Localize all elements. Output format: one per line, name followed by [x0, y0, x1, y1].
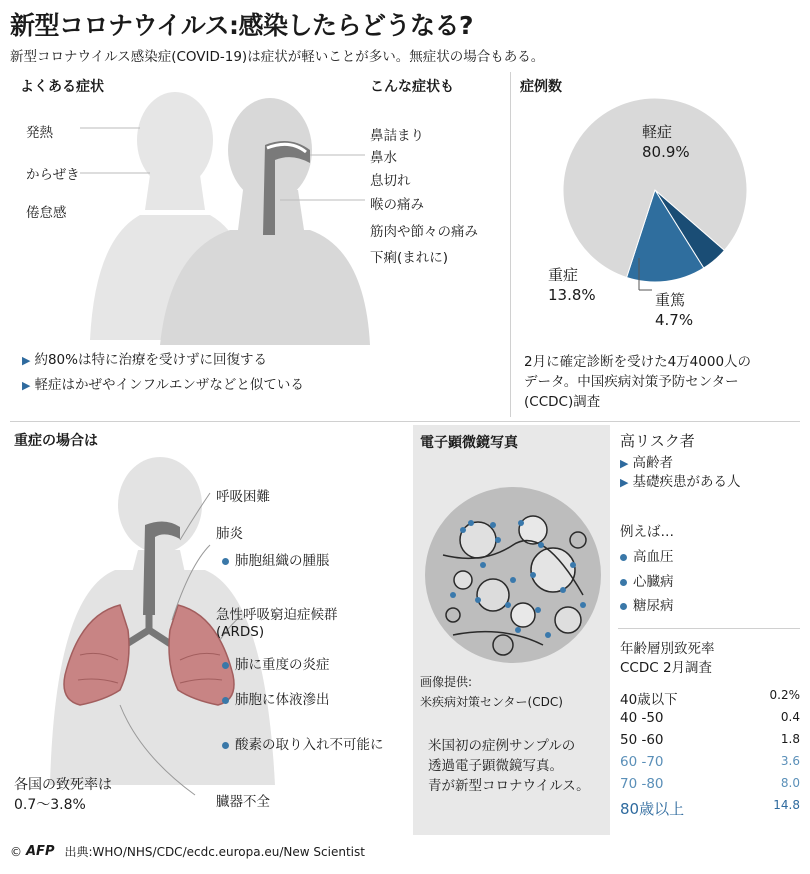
table-row: 70 -80 8.0	[620, 776, 800, 792]
footer	[10, 843, 365, 860]
label-organ-failure: 臓器不全	[216, 794, 270, 810]
ards-detail: 酸素の取り入れ不可能に	[222, 733, 384, 753]
ards-detail: 肺胞に体液滲出	[222, 688, 330, 708]
label-ards-abbr: (ARDS)	[216, 624, 265, 640]
pneumonia-detail: 肺胞組織の腫脹	[222, 549, 330, 569]
slice-label-severe: 重症 13.8%	[548, 266, 596, 304]
example-item: 心臓病	[620, 570, 674, 590]
bullet-dot-icon	[222, 558, 229, 565]
divider	[618, 628, 800, 629]
symptom-sore-throat: 喉の痛み	[370, 197, 424, 213]
page-subtitle: 新型コロナウイルス感染症(COVID-19)は症状が軽いことが多い。無症状の場合もある。	[10, 49, 545, 65]
slice-label-mild: 軽症 80.9%	[642, 123, 690, 161]
slice-label-critical: 重篤 4.7%	[655, 291, 694, 329]
bullet-dot-icon	[620, 603, 627, 610]
severe-cases-heading: 重症の場合は	[14, 433, 98, 449]
symptom-diarrhea: 下痢(まれに)	[370, 250, 449, 266]
arrow-bullet-icon: ▶	[620, 476, 629, 489]
bullet-dot-icon	[222, 697, 229, 704]
micrograph-caption: 米国初の症例サンプルの 透過電子顕微鏡写真。 青が新型コロナウイルス。	[428, 738, 590, 794]
micrograph-heading: 電子顕微鏡写真	[420, 435, 518, 451]
symptom-shortness-of-breath: 息切れ	[370, 173, 411, 189]
other-symptoms-heading: こんな症状も	[370, 79, 454, 95]
recovery-note: ▶ 軽症はかぜやインフルエンザなどと似ている	[22, 377, 304, 393]
age-mortality-heading: 年齢層別致死率 CCDC 2月調査	[620, 641, 715, 676]
common-symptoms-heading: よくある症状	[20, 79, 104, 95]
chart-title: 症例数	[520, 79, 562, 95]
age-mortality-table	[620, 688, 800, 820]
leader-line	[636, 258, 656, 298]
high-risk-item: ▶ 基礎疾患がある人	[620, 474, 741, 490]
label-pneumonia: 肺炎	[216, 526, 243, 542]
divider	[510, 72, 511, 417]
table-row: 80歳以上 14.8	[620, 798, 800, 818]
page-title: 新型コロナウイルス:感染したらどうなる?	[10, 11, 474, 40]
bullet-dot-icon	[620, 579, 627, 586]
symptom-dry-cough: からぜき	[26, 167, 80, 183]
example-item: 糖尿病	[620, 594, 674, 614]
high-risk-item: ▶ 高齢者	[620, 455, 673, 471]
examples-heading: 例えば…	[620, 524, 674, 540]
arrow-bullet-icon: ▶	[22, 354, 31, 367]
label-ards: 急性呼吸窮迫症候群	[216, 607, 338, 623]
chart-note: 2月に確定診断を受けた4万4000人の データ。中国疾病対策予防センター (CCDC)調査	[524, 354, 752, 410]
table-row: 40歳以下 0.2%	[620, 688, 800, 708]
afp-logo: AFP	[26, 844, 55, 859]
arrow-bullet-icon: ▶	[22, 379, 31, 392]
footer-source: 出典:WHO/NHS/CDC/ecdc.europa.eu/New Scientist	[64, 845, 365, 859]
table-row: 40 -50 0.4	[620, 710, 800, 726]
human-silhouettes	[80, 75, 380, 345]
fatality-rate: 各国の致死率は 0.7〜3.8%	[14, 777, 112, 813]
lung-illustration	[20, 455, 320, 825]
high-risk-heading: 高リスク者	[620, 432, 695, 450]
bullet-dot-icon	[620, 554, 627, 561]
bullet-dot-icon	[222, 662, 229, 669]
table-row: 50 -60 1.8	[620, 732, 800, 748]
label-dyspnea: 呼吸困難	[216, 489, 270, 505]
symptom-fever: 発熱	[26, 125, 53, 141]
symptom-muscle-pain: 筋肉や節々の痛み	[370, 224, 478, 240]
bullet-dot-icon	[222, 742, 229, 749]
table-row: 60 -70 3.6	[620, 754, 800, 770]
ards-detail: 肺に重度の炎症	[222, 653, 330, 673]
electron-micrograph-image	[423, 485, 603, 665]
example-item: 高血圧	[620, 545, 674, 565]
divider	[10, 421, 800, 422]
symptom-fatigue: 倦怠感	[26, 205, 67, 221]
symptom-runny-nose: 鼻水	[370, 150, 397, 166]
copyright-symbol: ©	[10, 844, 22, 859]
micrograph-credit: 画像提供: 米疾病対策センター(CDC)	[420, 675, 563, 709]
recovery-note: ▶ 約80%は特に治療を受けずに回復する	[22, 352, 267, 368]
arrow-bullet-icon: ▶	[620, 457, 629, 470]
symptom-nasal-congestion: 鼻詰まり	[370, 128, 424, 144]
